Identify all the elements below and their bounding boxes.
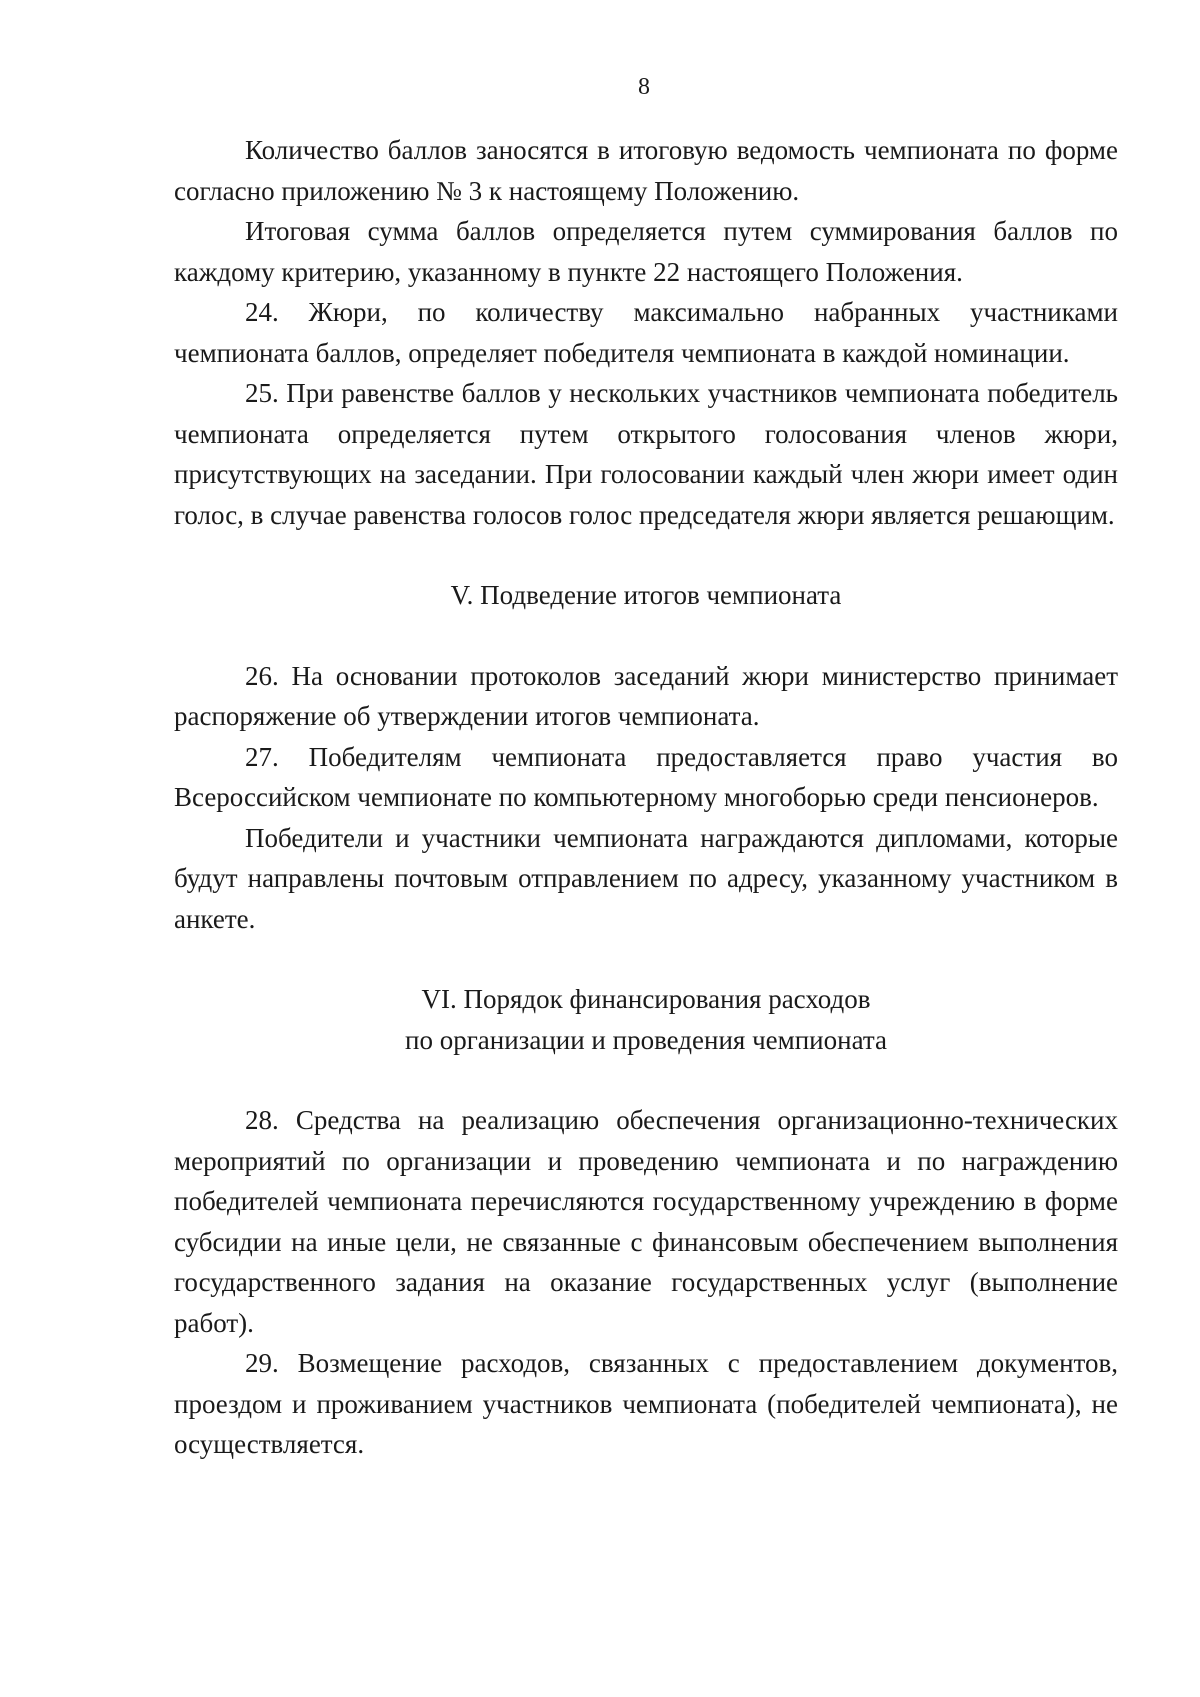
paragraph-item-24: 24. Жюри, по количеству максимально набранных участниками чемпионата баллов, определяет победителя чемпионата в каждой номинации.	[174, 297, 1118, 368]
paragraph-item-27: 27. Победителям чемпионата предоставляется право участия во Всероссийском чемпионате по компьютерному многоборью среди пенсионеров.	[174, 741, 1118, 812]
page-number: 8	[638, 74, 650, 100]
paragraph-item-29: 29. Возмещение расходов, связанных с предоставлением документов, проездом и проживанием участников чемпионата (победителей чемпионата), не осуществляется.	[174, 1348, 1118, 1459]
section-heading-v: V. Подведение итогов чемпионата	[450, 580, 842, 610]
paragraph-winners-diplomas: Победители и участники чемпионата награждаются дипломами, которые будут направлены почтовым отправлением по адресу, указанному участником в анкете.	[174, 822, 1118, 934]
paragraph-item-26: 26. На основании протоколов заседаний жюри министерство принимает распоряжение об утверждении итогов чемпионата.	[174, 660, 1118, 731]
section-heading-vi-line2: по организации и проведения чемпионата	[405, 1024, 887, 1055]
paragraph-item-28: 28. Средства на реализацию обеспечения организационно-технических мероприятий по организации и проведению чемпионата и по награждению победителей чемпионата перечисляются государственному учреждению в форме субсидии на иные цели, не связанные с финансовым обеспечением выполнения государственного задания на оказание государственных услуг (выполнение работ).	[174, 1105, 1118, 1338]
paragraph-total-score: Итоговая сумма баллов определяется путем суммирования баллов по каждому критерию, указанному в пункте 22 настоящего Положения.	[174, 216, 1118, 287]
section-heading-vi	[174, 979, 1118, 1060]
paragraph-item-25: 25. При равенстве баллов у нескольких участников чемпионата победитель чемпионата определяется путем открытого голосования членов жюри, присутствующих на заседании. При голосовании каждый член жюри имеет один голос, в случае равенства голосов голос председателя жюри является решающим.	[174, 378, 1118, 530]
paragraph-points-entry: Количество баллов заносятся в итоговую ведомость чемпионата по форме согласно приложению № 3 к настоящему Положению.	[174, 135, 1118, 206]
section-heading-vi-line1: VI. Порядок финансирования расходов	[421, 984, 871, 1014]
document-body	[174, 130, 1118, 1465]
